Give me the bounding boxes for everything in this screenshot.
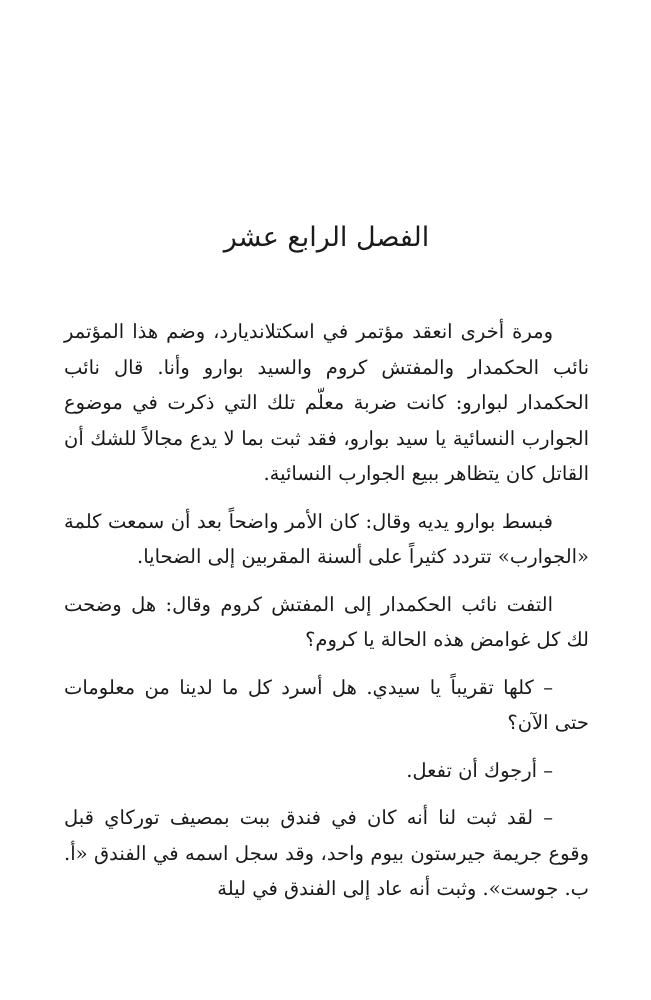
paragraph-dialogue-please: – أرجوك أن تفعل. bbox=[406, 758, 553, 782]
chapter-body bbox=[64, 314, 589, 919]
paragraph-dialogue-hotel: – لقد ثبت لنا أنه كان في فندق ببت بمصيف توركاي قبل وقوع جريمة جيرستون بيوم واحد، وقد سجل اسمه في الفندق «أ. ب. جوست». وثبت أنه عاد إلى الفندق في ليلة bbox=[64, 806, 589, 900]
paragraph-conference: ومرة أخرى انعقد مؤتمر في اسكتلانديارد، وضم هذا المؤتمر نائب الحكمدار والمفتش كروم والسيد بوارو وأنا. قال نائب الحكمدار لبوارو: كانت ضربة معلّم تلك التي ذكرت في موضوع الجوارب النسائية يا سيد بوارو، فقد ثبت بما لا يدع مجالاً للشك أن القاتل كان يتظاهر ببيع الجوارب النسائية. bbox=[64, 320, 589, 485]
paragraph-poirot-reply: فبسط بوارو يديه وقال: كان الأمر واضحاً بعد أن سمعت كلمة «الجوارب» تتردد كثيراً على ألسنة المقربين إلى الضحايا. bbox=[64, 509, 589, 568]
book-page bbox=[64, 0, 589, 1000]
paragraph-dialogue-almost-all: – كلها تقريباً يا سيدي. هل أسرد كل ما لدينا من معلومات حتى الآن؟ bbox=[64, 675, 589, 734]
chapter-title: الفصل الرابع عشر bbox=[223, 222, 430, 253]
paragraph-question-crome: التفت نائب الحكمدار إلى المفتش كروم وقال: هل وضحت لك كل غوامض هذه الحالة يا كروم؟ bbox=[64, 592, 589, 651]
